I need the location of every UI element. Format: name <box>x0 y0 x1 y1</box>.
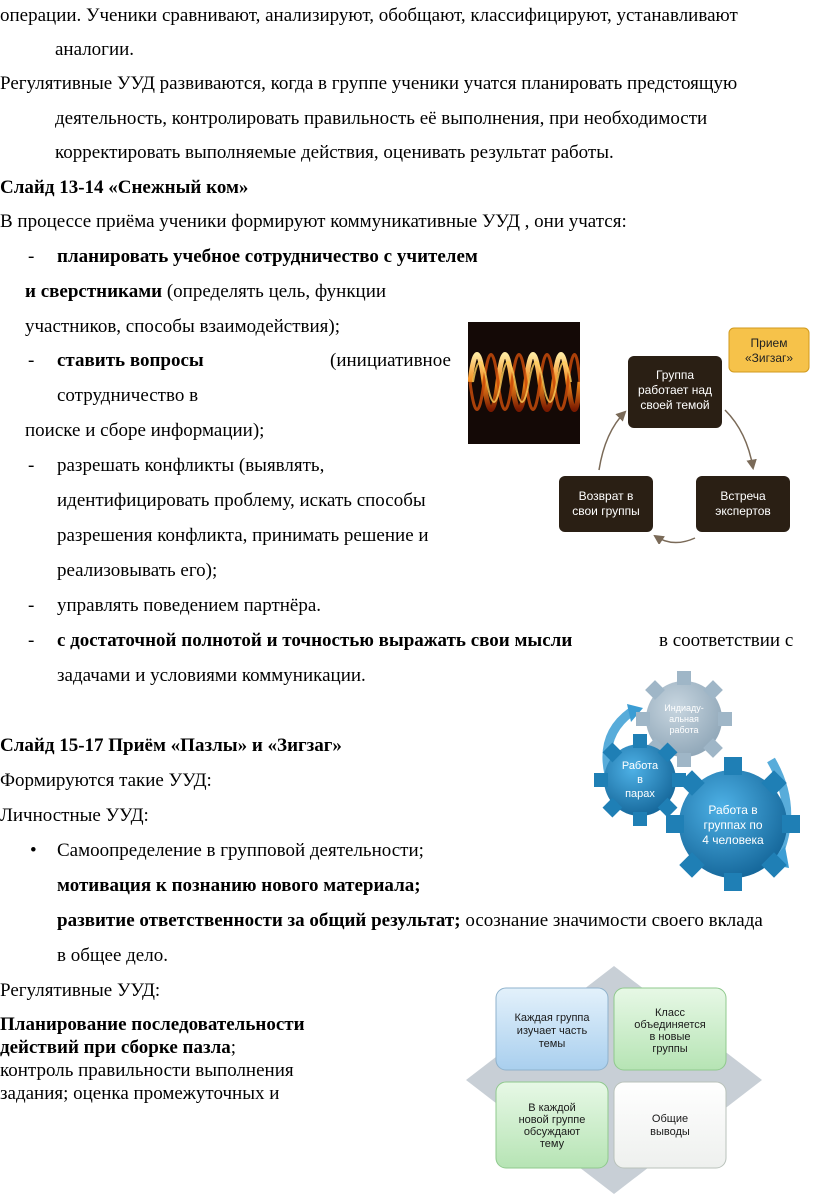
text-line-bold: Планирование последовательности <box>0 1014 305 1035</box>
list-item-text: (инициативное <box>330 350 451 371</box>
list-item-text: осознание значимости своего вклада <box>465 910 763 931</box>
heading-slide-13-14: Слайд 13-14 «Снежный ком» <box>0 177 249 198</box>
list-dash: - <box>28 630 35 651</box>
cell-text: Каждая группа <box>514 1012 590 1024</box>
list-dash: - <box>28 246 35 267</box>
list-item-bold: и сверстниками <box>25 281 163 302</box>
heading-slide-15-17: Слайд 15-17 Приём «Пазлы» и «Зигзаг» <box>0 735 342 756</box>
text-line: Формируются такие УУД: <box>0 770 212 791</box>
list-item-bold: с достаточной полнотой и точностью выражать свои мысли <box>57 630 573 651</box>
badge-text: «Зигзаг» <box>744 351 794 365</box>
list-item-text: сотрудничество в <box>57 385 199 406</box>
list-item-line: участников, способы взаимодействия); <box>25 316 341 337</box>
cycle-arrow <box>655 536 695 543</box>
text-bold: действий при сборке пазла <box>0 1037 231 1058</box>
list-item-text: разрешать конфликты (выявлять, <box>57 455 325 476</box>
text-line: Регулятивные УУД: <box>0 980 161 1001</box>
box-text: Встреча <box>720 489 766 503</box>
box-text: своей темой <box>640 398 710 412</box>
box-text: свои группы <box>572 504 640 518</box>
list-item-bold: ставить вопросы <box>57 350 204 371</box>
gear-text: Работа <box>621 760 659 772</box>
matrix-cell-top-right <box>614 988 726 1070</box>
cell-text: выводы <box>650 1126 690 1138</box>
list-item-line <box>57 909 763 933</box>
list-item-text: задачами и условиями коммуникации. <box>57 665 366 686</box>
text-line: Регулятивные УУД развиваются, когда в группе ученики учатся планировать предстоящую <box>0 73 738 94</box>
text-line: Личностные УУД: <box>0 805 149 826</box>
matrix-diagram <box>464 964 764 1196</box>
list-item-text: поиске и сборе информации); <box>25 420 265 441</box>
gear-text: 4 человека <box>702 833 764 847</box>
box-text: работает над <box>637 383 713 397</box>
list-item-text: Самоопределение в групповой деятельности; <box>57 840 424 861</box>
matrix-cell-top-left <box>496 988 608 1070</box>
box-text: Группа <box>655 368 695 382</box>
text-line: деятельность, контролировать правильность её выполнения, при необходимости <box>55 108 708 129</box>
list-bullet: • <box>30 840 37 861</box>
cell-text: новой группе <box>518 1114 586 1126</box>
cycle-diagram <box>555 322 816 544</box>
text-line: задания; оценка промежуточных и <box>0 1083 280 1104</box>
cell-text: тему <box>539 1138 565 1150</box>
text-line: контроль правильности выполнения <box>0 1060 294 1081</box>
cell-text: Класс <box>655 1007 685 1019</box>
cell-text: изучает часть <box>516 1025 588 1037</box>
gear-text: Работа в <box>708 803 758 817</box>
text-line: аналогии. <box>55 39 135 60</box>
gear-text: парах <box>625 788 655 800</box>
text-line: корректировать выполняемые действия, оценивать результат работы. <box>55 142 614 163</box>
cell-text: Общие <box>651 1113 689 1125</box>
text-semicolon: ; <box>230 1037 237 1058</box>
text-line: операции. Ученики сравнивают, анализируют, обобщают, классифицируют, устанавливают <box>0 5 738 26</box>
gear-text: альная <box>669 714 699 724</box>
list-item-text: реализовывать его); <box>57 560 218 581</box>
gear-text: в <box>637 774 643 786</box>
cell-text: В каждой <box>528 1102 576 1114</box>
cycle-arrow <box>725 410 753 468</box>
list-item-text: в соответствии с <box>659 630 794 651</box>
matrix-cell-bottom-left <box>496 1082 608 1168</box>
cell-text: объединяется <box>634 1019 706 1031</box>
gear-text: Индиаду- <box>664 703 704 713</box>
matrix-cell-bottom-right <box>614 1082 726 1168</box>
list-dash: - <box>28 455 35 476</box>
cycle-box-left <box>559 476 653 532</box>
list-item-text: управлять поведением партнёра. <box>57 595 322 616</box>
cell-text: обсуждают <box>523 1126 581 1138</box>
text-line: В процессе приёма ученики формируют коммуникативные УУД , они учатся: <box>0 211 627 232</box>
list-dash: - <box>28 350 35 371</box>
gears-diagram <box>585 668 816 895</box>
cell-text: темы <box>538 1038 566 1050</box>
list-dash: - <box>28 595 35 616</box>
box-text: экспертов <box>715 504 771 518</box>
list-item-bold: планировать учебное сотрудничество с учителем <box>57 246 478 267</box>
cycle-box-right <box>696 476 790 532</box>
badge-text: Прием <box>750 336 788 350</box>
cycle-box-top <box>628 356 722 428</box>
list-item-text: в общее дело. <box>57 945 168 966</box>
gear-text: группах по <box>703 818 763 832</box>
cell-text: группы <box>652 1043 688 1055</box>
badge-zigzag <box>729 328 809 372</box>
gear-pairs <box>594 734 686 826</box>
gear-text: работа <box>669 725 699 735</box>
list-item-text: (определять цель, функции <box>166 281 387 302</box>
list-item-text: разрешения конфликта, принимать решение и <box>57 525 429 546</box>
list-item-line <box>25 280 386 304</box>
gear-groups <box>666 757 800 891</box>
box-text: Возврат в <box>578 489 634 503</box>
cell-text: в новые <box>649 1031 691 1043</box>
list-item-bold: мотивация к познанию нового материала; <box>57 875 421 896</box>
cycle-arrow <box>599 412 625 470</box>
list-item-text: идентифицировать проблему, искать способы <box>57 490 426 511</box>
text-line <box>0 1037 236 1059</box>
list-item-bold: развитие ответственности за общий результат; <box>57 910 461 931</box>
